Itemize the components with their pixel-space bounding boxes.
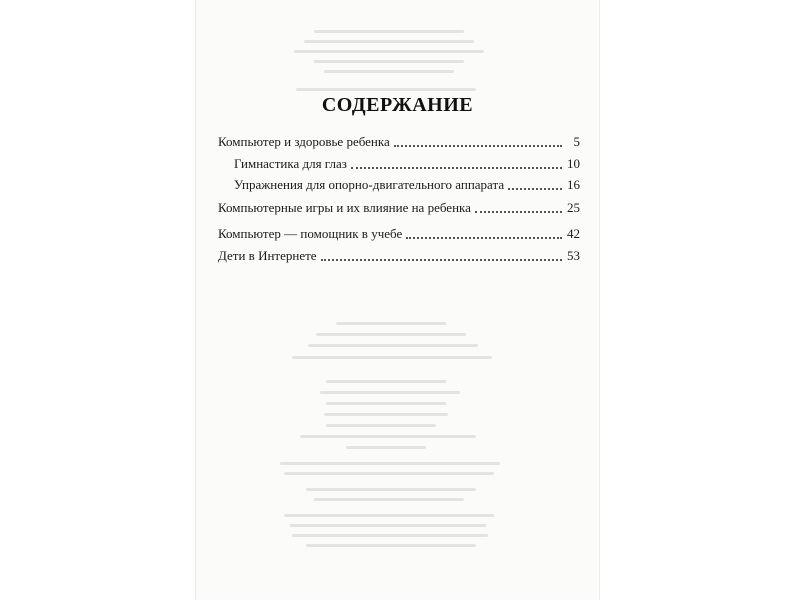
leader-dots [508,188,562,190]
toc-entry-title: Компьютер — помощник в учебе [218,226,403,241]
toc-entry-title: Компьютерные игры и их влияние на ребенка [218,200,471,215]
leader-dots [394,145,562,147]
toc-entry-title: Дети в Интернете [218,248,317,263]
toc-entry-eye-gymnastics[interactable] [234,152,580,172]
toc-entry-title: Упражнения для опорно-двигательного аппарата [234,177,505,192]
leader-dots [406,237,562,239]
page-title: СОДЕРЖАНИЕ [321,94,474,116]
toc-entry-children-on-internet[interactable] [218,244,580,264]
toc-entry-page-number: 42 [567,226,580,241]
toc-entry-musculoskeletal-exercises[interactable] [234,173,580,193]
toc-entry-page-number: 16 [567,177,580,192]
leader-dots [351,167,562,169]
book-page [196,0,599,600]
leader-dots [321,259,562,261]
toc-entry-page-number: 5 [573,134,580,149]
toc-entry-page-number: 25 [567,200,580,215]
leader-dots [475,211,562,213]
toc-entry-computer-study-helper[interactable] [218,222,580,242]
toc-entry-title: Гимнастика для глаз [234,156,347,171]
toc-entry-computer-games[interactable] [218,196,580,216]
toc-entry-title: Компьютер и здоровье ребенка [218,134,390,149]
toc-entry-page-number: 10 [567,156,580,171]
toc-entry-page-number: 53 [567,248,580,263]
toc-entry-computer-and-health[interactable] [218,130,580,150]
